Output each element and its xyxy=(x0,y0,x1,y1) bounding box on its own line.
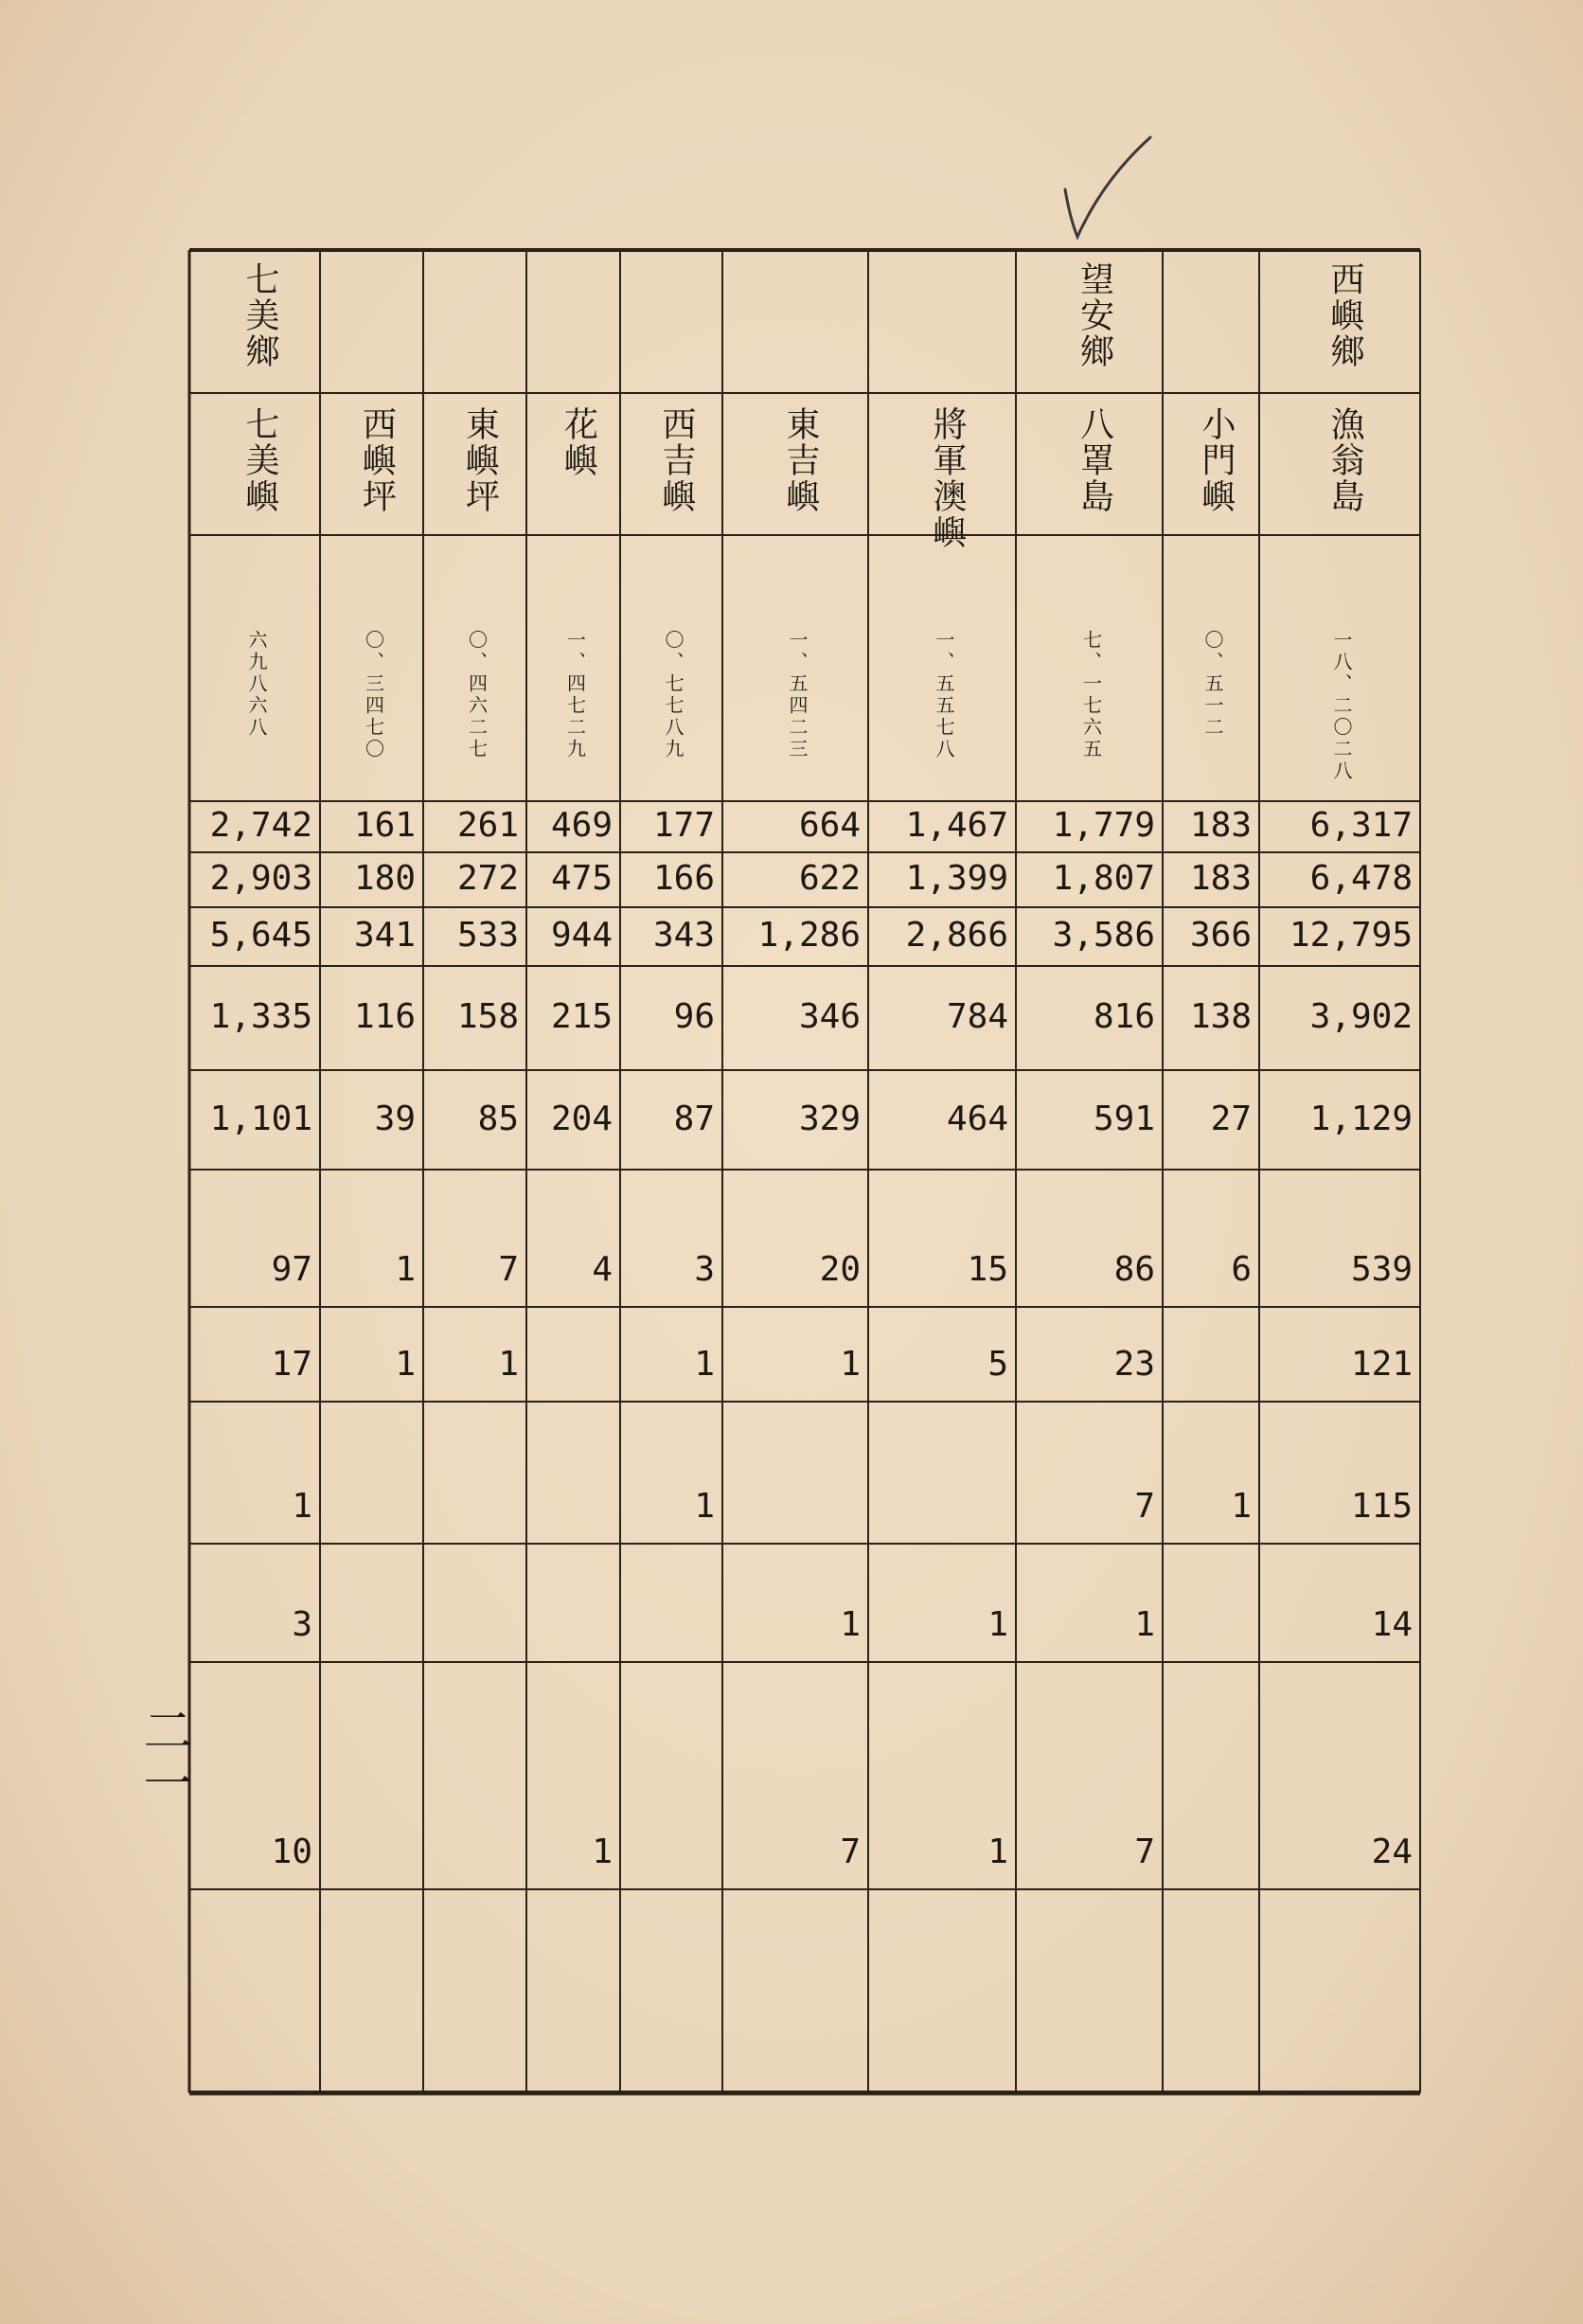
table-cell: 343 xyxy=(652,916,715,955)
table-cell: 346 xyxy=(798,997,861,1036)
table-cell: 183 xyxy=(1189,859,1252,898)
table-cell: 158 xyxy=(456,997,519,1036)
table-cell: 116 xyxy=(353,997,416,1036)
table-cell: 6,478 xyxy=(1309,859,1413,898)
table-cell: 1 xyxy=(694,1487,715,1526)
table-cell: 2,866 xyxy=(905,916,1008,955)
table-cell: 944 xyxy=(550,916,613,955)
table-cell: 17 xyxy=(271,1345,312,1384)
island-area: 〇、三四七〇 xyxy=(362,630,385,760)
table-cell: 1,335 xyxy=(209,997,312,1036)
table-cell: 5,645 xyxy=(209,916,312,955)
table-cell: 1,399 xyxy=(905,859,1008,898)
island-area: 一、五五七八 xyxy=(933,630,955,760)
table-cell: 1 xyxy=(1231,1487,1252,1526)
island-name: 西吉嶼 xyxy=(657,406,696,514)
table-cell: 1 xyxy=(292,1487,312,1526)
table-cell: 204 xyxy=(550,1099,613,1138)
table-cell: 475 xyxy=(550,859,613,898)
table-cell: 1 xyxy=(498,1345,519,1384)
table-cell: 39 xyxy=(374,1099,416,1138)
table-cell: 14 xyxy=(1371,1605,1413,1644)
table-cell: 7 xyxy=(1134,1832,1155,1871)
township-label: 七美鄉 xyxy=(240,261,279,369)
township-label: 望安鄉 xyxy=(1075,261,1114,369)
table-cell: 1 xyxy=(987,1832,1008,1871)
township-label: 西嶼鄉 xyxy=(1325,261,1364,369)
table-cell: 3,902 xyxy=(1309,997,1413,1036)
island-area: 六九八六八 xyxy=(245,630,268,739)
table-cell: 1 xyxy=(395,1250,416,1289)
island-area: 一、五四二三 xyxy=(786,630,809,760)
table-cell: 27 xyxy=(1210,1099,1252,1138)
island-name: 東吉嶼 xyxy=(781,406,820,514)
island-area: 〇、四六二七 xyxy=(465,630,489,760)
table-cell: 5 xyxy=(987,1345,1008,1384)
table-cell: 2,742 xyxy=(209,806,312,845)
table-cell: 1 xyxy=(987,1605,1008,1644)
table-cell: 329 xyxy=(798,1099,861,1138)
table-cell: 7 xyxy=(1134,1487,1155,1526)
island-area: 〇、五一二 xyxy=(1201,630,1224,739)
table-cell: 138 xyxy=(1189,997,1252,1036)
island-name: 花嶼 xyxy=(559,406,598,478)
table-cell: 469 xyxy=(550,806,613,845)
table-cell: 664 xyxy=(798,806,861,845)
table-cell: 816 xyxy=(1093,997,1155,1036)
table-cell: 1 xyxy=(840,1605,861,1644)
table-cell: 366 xyxy=(1189,916,1252,955)
island-area: 〇、七七八九 xyxy=(662,630,685,760)
table-cell: 7 xyxy=(498,1250,519,1289)
table-cell: 591 xyxy=(1093,1099,1155,1138)
table-cell: 121 xyxy=(1350,1345,1413,1384)
table-cell: 20 xyxy=(819,1250,861,1289)
table-cell: 1 xyxy=(694,1345,715,1384)
table-cell: 96 xyxy=(673,997,715,1036)
table-cell: 177 xyxy=(652,806,715,845)
island-name: 八罩島 xyxy=(1075,406,1114,514)
table-cell: 1,807 xyxy=(1052,859,1155,898)
table-cell: 87 xyxy=(673,1099,715,1138)
table-cell: 7 xyxy=(840,1832,861,1871)
table-cell: 622 xyxy=(798,859,861,898)
table-cell: 784 xyxy=(946,997,1008,1036)
table-cell: 1,467 xyxy=(905,806,1008,845)
table-cell: 24 xyxy=(1371,1832,1413,1871)
table-cell: 1,129 xyxy=(1309,1099,1413,1138)
table-cell: 3 xyxy=(694,1250,715,1289)
table-cell: 533 xyxy=(456,916,519,955)
table-cell: 1,101 xyxy=(209,1099,312,1138)
table-cell: 341 xyxy=(353,916,416,955)
table-cell: 1 xyxy=(592,1832,613,1871)
table-cell: 3 xyxy=(292,1605,312,1644)
table-cell: 261 xyxy=(456,806,519,845)
page-number: 二一 xyxy=(134,1705,191,1811)
island-name: 漁翁島 xyxy=(1325,406,1364,514)
table-cell: 1,779 xyxy=(1052,806,1155,845)
table-cell: 1,286 xyxy=(757,916,861,955)
table-cell: 161 xyxy=(353,806,416,845)
table-cell: 272 xyxy=(456,859,519,898)
table-cell: 10 xyxy=(271,1832,312,1871)
island-name: 小門嶼 xyxy=(1197,406,1236,514)
island-area: 一、四七二九 xyxy=(563,630,587,760)
island-area: 一八、二〇二八 xyxy=(1330,630,1353,782)
table-cell: 539 xyxy=(1350,1250,1413,1289)
table-cell: 115 xyxy=(1350,1487,1413,1526)
table-cell: 6 xyxy=(1231,1250,1252,1289)
table-cell: 15 xyxy=(967,1250,1008,1289)
island-name: 西嶼坪 xyxy=(357,406,397,514)
table-cell: 464 xyxy=(946,1099,1008,1138)
table-cell: 86 xyxy=(1113,1250,1155,1289)
table-cell: 166 xyxy=(652,859,715,898)
table-cell: 2,903 xyxy=(209,859,312,898)
island-name: 東嶼坪 xyxy=(460,406,500,514)
table-cell: 3,586 xyxy=(1052,916,1155,955)
checkmark-icon xyxy=(1060,133,1155,246)
island-name: 將軍澳嶼 xyxy=(928,406,967,550)
table-cell: 12,795 xyxy=(1289,916,1413,955)
table-cell: 97 xyxy=(271,1250,312,1289)
table-cell: 215 xyxy=(550,997,613,1036)
table-cell: 85 xyxy=(477,1099,519,1138)
table-cell: 23 xyxy=(1113,1345,1155,1384)
table-cell: 4 xyxy=(592,1250,613,1289)
table-cell: 1 xyxy=(840,1345,861,1384)
table-cell: 1 xyxy=(395,1345,416,1384)
table-cell: 183 xyxy=(1189,806,1252,845)
table-cell: 1 xyxy=(1134,1605,1155,1644)
table-cell: 180 xyxy=(353,859,416,898)
island-name: 七美嶼 xyxy=(240,406,279,514)
table-cell: 6,317 xyxy=(1309,806,1413,845)
island-area: 七、一七六五 xyxy=(1079,630,1103,760)
